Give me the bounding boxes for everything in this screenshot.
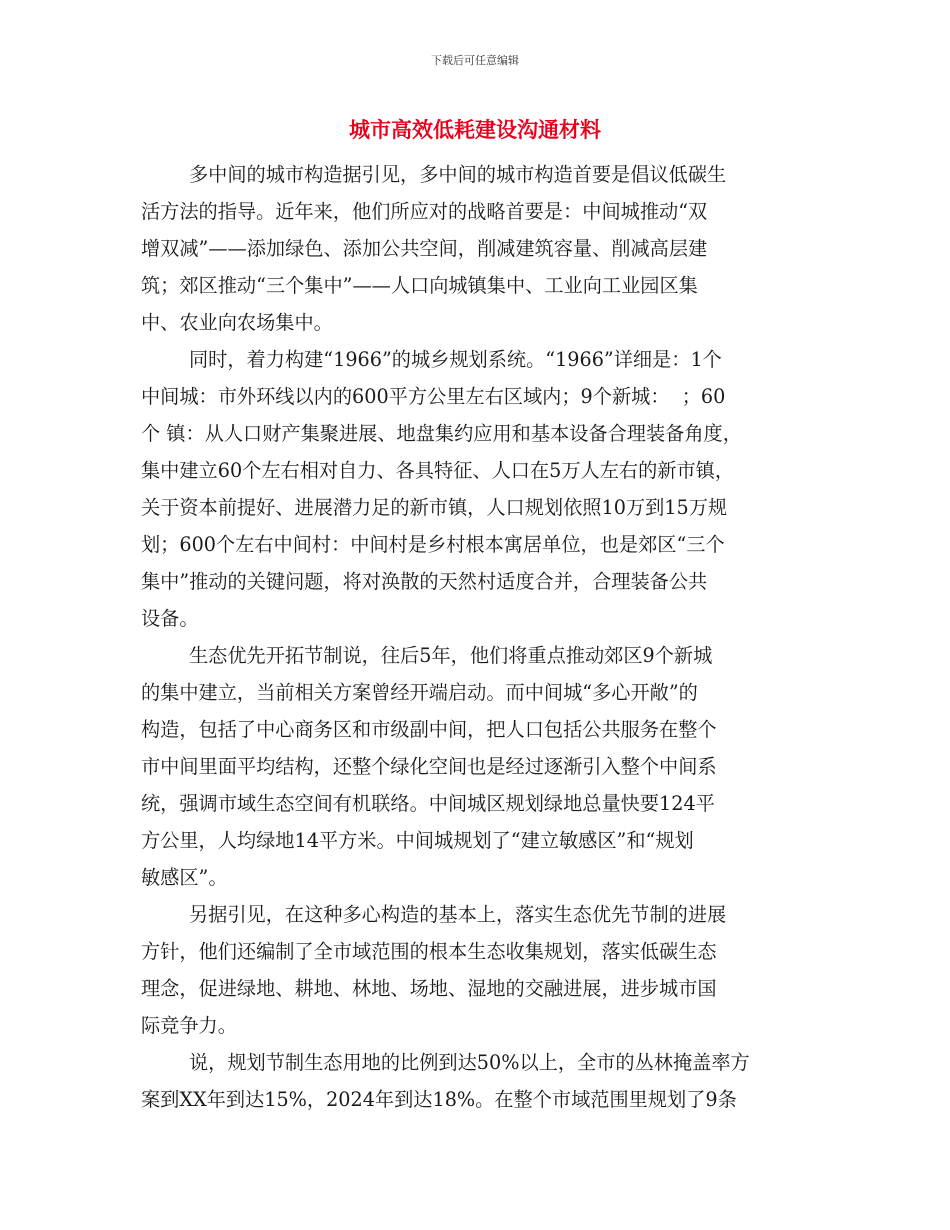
paragraph-line: 集中建立60个左右相对自力、各具特征、人口在5万人左右的新市镇，: [141, 459, 735, 482]
paragraph: [141, 156, 809, 341]
paragraph-line: 另据引见，在这种多心构造的基本上，落实生态优先节制的进展: [189, 903, 727, 926]
paragraph-line: 活方法的指导。近年来，他们所应对的战略首要是：中间城推动“双: [141, 200, 708, 223]
paragraph-line: 集中”推动的关键问题，将对涣散的天然村适度合并，合理装备公共: [141, 570, 708, 593]
page-header: 下载后可任意编辑: [431, 54, 519, 67]
paragraph-line: 多中间的城市构造据引见，多中间的城市构造首要是倡议低碳生: [189, 163, 727, 186]
paragraph-line: 中间城：市外环线以内的600平方公里左右区域内；9个新城： ；60: [141, 385, 726, 408]
document-title: 城市高效低耗建设沟通材料: [349, 117, 601, 142]
paragraph-line: 中、农业向农场集中。: [141, 311, 333, 334]
paragraph-line: 增双减”——添加绿色、添加公共空间，削减建筑容量、削减高层建: [141, 237, 708, 260]
paragraph: [141, 341, 809, 637]
paragraph-line: 说，规划节制生态用地的比例到达50%以上，全市的丛林掩盖率方: [189, 1051, 750, 1074]
paragraph-line: 构造，包括了中心商务区和市级副中间，把人口包括公共服务在整个: [141, 718, 717, 741]
paragraph-line: 同时，着力构建“1966”的城乡规划系统。“1966”详细是：1个: [189, 348, 722, 371]
paragraph-line: 案到XX年到达15%，2024年到达18%。在整个市域范围里规划了9条: [141, 1088, 737, 1111]
paragraph-line: 生态优先开拓节制说，往后5年，他们将重点推动郊区9个新城: [189, 644, 713, 667]
paragraph-line: 理念，促进绿地、耕地、林地、场地、湿地的交融进展，进步城市国: [141, 977, 717, 1000]
paragraph-line: 筑；郊区推动“三个集中”——人口向城镇集中、工业向工业园区集: [141, 274, 698, 297]
paragraph: [141, 896, 809, 1044]
paragraph-line: 际竞争力。: [141, 1014, 237, 1037]
paragraph-line: 敏感区”。: [141, 866, 228, 889]
paragraph-line: 统，强调市域生态空间有机联络。中间城区规划绿地总量快要124平: [141, 792, 715, 815]
paragraph: [141, 1044, 809, 1118]
paragraph: [141, 637, 809, 896]
paragraph-line: 的集中建立，当前相关方案曾经开端启动。而中间城“多心开敞”的: [141, 681, 698, 704]
paragraph-line: 市中间里面平均结构，还整个绿化空间也是经过逐渐引入整个中间系: [141, 755, 717, 778]
paragraph-line: 方针，他们还编制了全市域范围的根本生态收集规划，落实低碳生态: [141, 940, 717, 963]
paragraph-line: 方公里，人均绿地14平方米。中间城规划了“建立敏感区”和“规划: [141, 829, 694, 852]
paragraph-line: 划；600个左右中间村：中间村是乡村根本寓居单位，也是郊区“三个: [141, 533, 725, 556]
paragraph-line: 关于资本前提好、进展潜力足的新市镇，人口规划依照10万到15万规: [141, 496, 728, 519]
paragraph-line: 设备。: [141, 607, 199, 630]
document-body: [141, 156, 809, 1118]
paragraph-line: 个 镇：从人口财产集聚进展、地盘集约应用和基本设备合理装备角度，: [141, 422, 742, 445]
